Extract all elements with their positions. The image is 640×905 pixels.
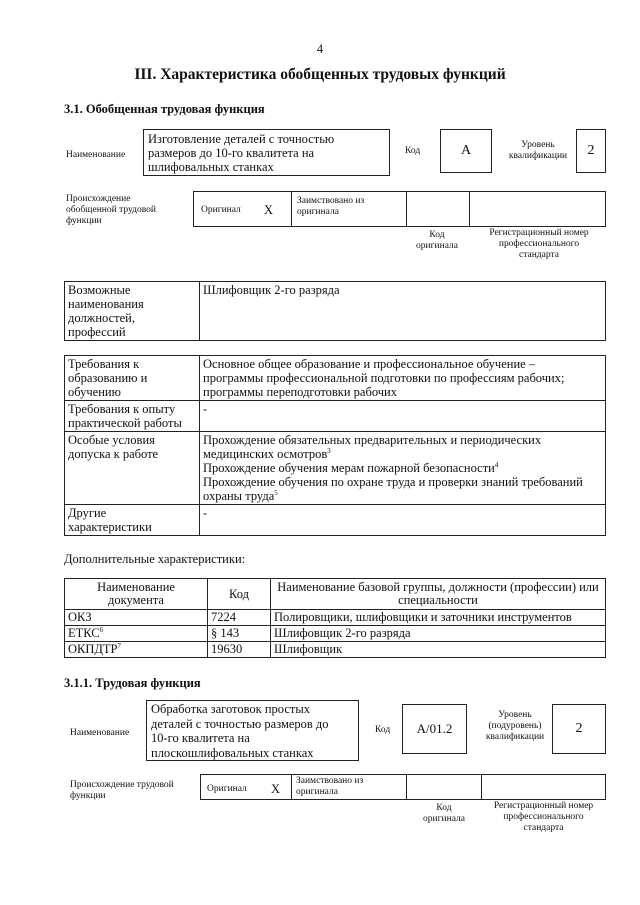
divider xyxy=(481,775,482,799)
positions-table xyxy=(64,281,606,341)
gtf-origin-label xyxy=(66,194,156,227)
gtf-name-box xyxy=(143,129,390,176)
doc-cell xyxy=(65,642,208,658)
doc-cell xyxy=(65,610,208,626)
gtf-level-label xyxy=(502,140,574,162)
section-title: III. Характеристика обобщенных трудовых функций xyxy=(134,66,506,83)
gtf-borrowed-label xyxy=(297,196,364,218)
footnote-ref: 5 xyxy=(274,488,278,497)
req-label-line: Требования к xyxy=(68,357,140,371)
req-value-line: Основное общее образование и профессиональное обучение – xyxy=(203,357,536,371)
tf-original-mark: X xyxy=(271,782,281,796)
positions-label-line: должностей, xyxy=(68,311,135,325)
caption-line: профессионального xyxy=(503,812,584,822)
divider xyxy=(406,192,407,226)
req-label-line: обучению xyxy=(68,385,121,399)
tf-name-line: 10-го квалитета на xyxy=(151,731,250,745)
caption-line: Код xyxy=(429,230,445,240)
req-value-line: программы профессиональной подготовки по профессиям рабочих; xyxy=(203,371,565,385)
table-row xyxy=(65,626,606,642)
footnote-ref: 6 xyxy=(99,625,104,634)
tf-level-label xyxy=(473,710,557,743)
caption-line: профессионального xyxy=(498,239,580,249)
caption-line: оригинала xyxy=(423,814,465,824)
caption-line: Регистрационный номер xyxy=(489,228,589,238)
caption-line: стандарта xyxy=(523,823,564,833)
positions-label-line: Возможные xyxy=(68,283,131,297)
req-label-line: допуска к работе xyxy=(68,447,159,461)
code-cell: 7224 xyxy=(208,610,271,626)
tf-level-value: 2 xyxy=(552,704,606,754)
doc-name: ОКПДТР xyxy=(68,642,118,656)
req-value-line: Прохождение обязательных предварительных и периодических xyxy=(203,433,542,447)
doc-cell xyxy=(65,626,208,642)
tf-level-label-line: (подуровень) xyxy=(488,721,542,731)
req-value-line xyxy=(203,447,602,461)
req-value xyxy=(200,356,606,401)
req-value: - xyxy=(200,401,606,432)
req-label-line: Другие xyxy=(68,506,107,520)
tf-code-value: A/01.2 xyxy=(402,704,467,754)
gtf-heading: 3.1. Обобщенная трудовая функция xyxy=(64,102,265,116)
req-value-line: Прохождение обучения по охране труда и проверки знаний требований xyxy=(203,475,583,489)
positions-label xyxy=(65,282,200,341)
table-row xyxy=(65,401,606,432)
req-value-text: медицинских осмотров xyxy=(203,447,328,461)
req-value xyxy=(200,432,606,505)
tf-origin-label xyxy=(70,780,174,802)
gtf-origin-label-line: функции xyxy=(66,216,102,226)
code-cell: § 143 xyxy=(208,626,271,642)
req-label-line: практической работы xyxy=(68,416,182,430)
name-cell: Шлифовщик xyxy=(271,642,606,658)
table-row xyxy=(65,356,606,401)
tf-level-label-line: квалификации xyxy=(485,732,545,742)
caption-line: оригинала xyxy=(416,241,458,251)
caption-line: Код xyxy=(436,803,452,813)
tf-origin-label-line: функции xyxy=(70,791,106,801)
req-label-line: Особые условия xyxy=(68,433,155,447)
column-header: Наименование документа xyxy=(65,579,208,610)
gtf-code-label: Код xyxy=(405,146,421,156)
gtf-code-value: А xyxy=(440,129,492,173)
gtf-level-value: 2 xyxy=(576,129,606,173)
req-label-line: образованию и xyxy=(68,371,148,385)
name-cell: Полировщики, шлифовщики и заточники инструментов xyxy=(271,610,606,626)
table-row xyxy=(65,432,606,505)
positions-label-line: наименования xyxy=(68,297,144,311)
table-header-row xyxy=(65,579,606,610)
tf-name-line: Обработка заготовок простых xyxy=(151,702,311,716)
gtf-origin-box xyxy=(193,191,606,227)
name-cell: Шлифовщик 2-го разряда xyxy=(271,626,606,642)
divider xyxy=(406,775,407,799)
column-header: Код xyxy=(208,579,271,610)
req-label xyxy=(65,505,200,536)
tf-name-label: Наименование xyxy=(70,728,130,738)
doc-name: ЕТКС xyxy=(68,626,100,640)
caption-line: Регистрационный номер xyxy=(493,801,594,811)
req-value-line xyxy=(203,461,602,475)
table-row xyxy=(65,610,606,626)
tf-reg-caption xyxy=(481,801,606,834)
additional-table xyxy=(64,578,606,658)
table-row xyxy=(65,642,606,658)
req-label-line: характеристики xyxy=(68,520,152,534)
tf-code-original-caption xyxy=(412,803,476,825)
tf-heading: 3.1.1. Трудовая функция xyxy=(64,676,201,690)
tf-origin-label-line: Происхождение трудовой xyxy=(70,780,174,790)
positions-value: Шлифовщик 2-го разряда xyxy=(200,282,606,341)
gtf-origin-label-line: Происхождение xyxy=(66,194,131,204)
gtf-name-line: размеров до 10-го квалитета на xyxy=(148,146,315,160)
code-cell: 19630 xyxy=(208,642,271,658)
divider xyxy=(291,192,292,226)
gtf-borrowed-line: оригинала xyxy=(297,207,339,217)
tf-borrowed-line: Заимствовано из xyxy=(296,776,364,786)
tf-borrowed-line: оригинала xyxy=(296,787,338,797)
tf-code-label: Код xyxy=(375,725,391,735)
req-value-line: программы переподготовки рабочих xyxy=(203,385,397,399)
gtf-borrowed-line: Заимствовано из xyxy=(297,196,365,206)
gtf-original-mark: X xyxy=(264,203,274,217)
req-value-text: охраны труда xyxy=(203,489,275,503)
footnote-ref: 7 xyxy=(117,641,122,650)
caption-line: стандарта xyxy=(519,250,559,260)
gtf-reg-caption xyxy=(472,228,606,261)
tf-borrowed-label xyxy=(296,776,363,798)
positions-label-line: профессий xyxy=(68,325,126,339)
req-label xyxy=(65,401,200,432)
gtf-level-label-line: Уровень xyxy=(521,140,555,150)
req-value: - xyxy=(200,505,606,536)
req-label-line: Требования к опыту xyxy=(68,402,176,416)
req-value-line xyxy=(203,489,602,503)
gtf-name-label: Наименование xyxy=(66,150,126,160)
req-label xyxy=(65,432,200,505)
tf-name-line: плоскошлифовальных станках xyxy=(151,745,314,760)
gtf-level-label-line: квалификации xyxy=(508,151,568,161)
req-label xyxy=(65,356,200,401)
doc-name: ОКЗ xyxy=(68,610,92,624)
gtf-name-line: шлифовальных станках xyxy=(148,160,274,174)
divider xyxy=(291,775,292,799)
req-value-text: Прохождение обучения мерам пожарной безопасности xyxy=(203,461,495,475)
column-header: Наименование базовой группы, должности (профессии) или специальности xyxy=(271,579,606,610)
gtf-original-label: Оригинал xyxy=(201,205,241,215)
divider xyxy=(469,192,470,226)
tf-original-label: Оригинал xyxy=(207,784,247,794)
tf-name-box xyxy=(146,700,359,761)
gtf-code-original-caption xyxy=(405,230,469,252)
additional-heading: Дополнительные характеристики: xyxy=(64,552,246,566)
table-row xyxy=(65,505,606,536)
gtf-name-line: Изготовление деталей с точностью xyxy=(148,132,335,146)
tf-level-label-line: Уровень xyxy=(498,710,532,720)
footnote-ref: 4 xyxy=(494,460,499,469)
tf-origin-box xyxy=(200,774,606,800)
page-number: 4 xyxy=(316,42,324,56)
gtf-origin-label-line: обобщенной трудовой xyxy=(66,205,156,215)
tf-name-line: деталей с точностью размеров до xyxy=(151,716,329,731)
footnote-ref: 3 xyxy=(327,446,331,455)
requirements-table xyxy=(64,355,606,536)
